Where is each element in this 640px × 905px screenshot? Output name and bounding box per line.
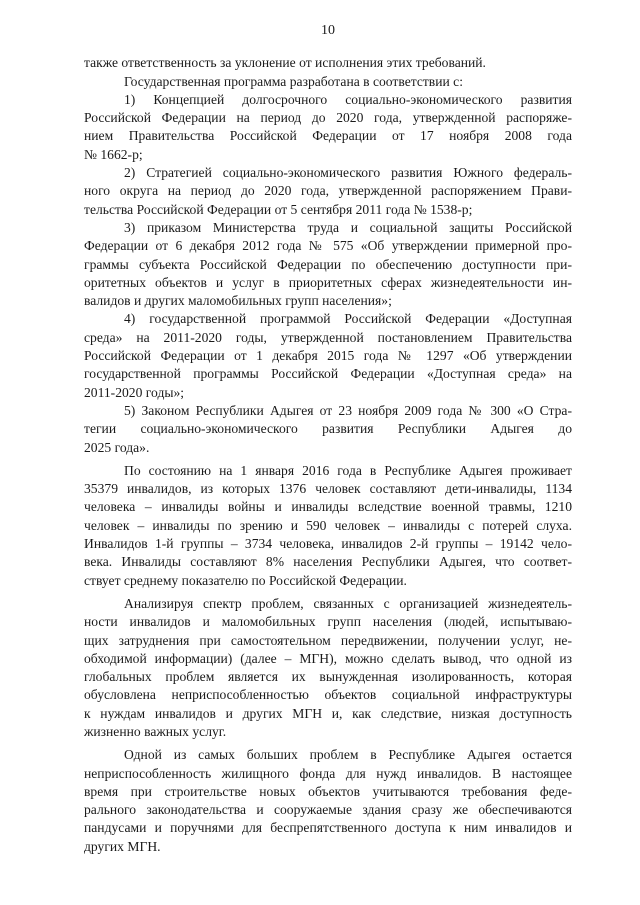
text-line: Государственная программа разработана в соответствии с: bbox=[124, 73, 463, 89]
page-number: 10 bbox=[321, 23, 335, 38]
text-line: ности инвалидов и маломобильных групп населения (людей, испытываю- bbox=[84, 614, 572, 630]
text-line: Инвалидов 1-й группы – 3734 человека, инвалидов 2-й группы – 19142 чело- bbox=[84, 536, 572, 552]
text-line: обходимой информации) (далее – МГН), можно сделать вывод, что одной из bbox=[84, 650, 572, 666]
text-line: государственной программы Российской Федерации «Доступная среда» на bbox=[84, 366, 572, 382]
text-line: оритетных объектов и услуг в приоритетных сферах жизнедеятельности ин- bbox=[84, 274, 572, 290]
text-line: человек – инвалиды по зрению и 590 человек – инвалиды с потерей слуха. bbox=[84, 517, 572, 533]
text-line: к нуждам инвалидов и других МГН и, как следствие, низкая доступность bbox=[84, 705, 572, 721]
text-line: нием Правительства Российской Федерации от 17 ноября 2008 года bbox=[84, 128, 572, 144]
text-line: № 1662-р; bbox=[84, 146, 143, 162]
text-line: века. Инвалиды составляют 8% населения Республики Адыгея, что соответ- bbox=[84, 554, 572, 570]
document-body bbox=[84, 54, 572, 856]
text-line: рального законодательства и сооружаемые здания сразу же обеспечиваются bbox=[84, 802, 572, 818]
text-line: По состоянию на 1 января 2016 года в Республике Адыгея проживает bbox=[124, 462, 572, 478]
text-line: тегии социально-экономического развития Республики Адыгея до bbox=[84, 421, 572, 437]
text-line: неприспособленность жилищного фонда для нужд инвалидов. В настоящее bbox=[84, 765, 572, 781]
text-line: щих затруднения при самостоятельном передвижении, получении услуг, не- bbox=[84, 632, 572, 648]
document-page bbox=[84, 22, 572, 856]
text-line: также ответственность за уклонение от исполнения этих требований. bbox=[84, 55, 486, 71]
text-line: валидов и других маломобильных групп населения»; bbox=[84, 293, 392, 309]
text-line: Одной из самых больших проблем в Республике Адыгея остается bbox=[124, 747, 572, 763]
text-line: Российской Федерации от 1 декабря 2015 года № 1297 «Об утверждении bbox=[84, 348, 572, 364]
text-line: Анализируя спектр проблем, связанных с организацией жизнедеятель- bbox=[124, 595, 572, 611]
text-line: время при строительстве новых объектов учитываются требования феде- bbox=[84, 783, 572, 799]
text-line: 5) Законом Республики Адыгея от 23 ноября 2009 года № 300 «О Стра- bbox=[124, 402, 572, 418]
text-line: Российской Федерации на период до 2020 года, утвержденной распоряже- bbox=[84, 110, 572, 126]
text-line: обусловлена неприспособленностью объектов социальной инфраструктуры bbox=[84, 687, 572, 703]
text-line: пандусами и поручнями для беспрепятственного доступа к ним инвалидов и bbox=[84, 820, 572, 836]
text-line: граммы субъекта Российской Федерации по обеспечению доступности при- bbox=[84, 256, 572, 272]
text-line: глобальных проблем является их вынужденная изолированность, которая bbox=[84, 669, 572, 685]
text-line: 3) приказом Министерства труда и социальной защиты Российской bbox=[124, 219, 572, 235]
text-line: 4) государственной программой Российской Федерации «Доступная bbox=[124, 311, 572, 327]
text-line: 35379 инвалидов, из которых 1376 человек составляют дети-инвалиды, 1134 bbox=[84, 481, 572, 497]
text-line: ствует среднему показателю по Российской Федерации. bbox=[84, 572, 407, 588]
text-line: Федерации от 6 декабря 2012 года № 575 «Об утверждении примерной про- bbox=[84, 238, 572, 254]
text-line: человека – инвалиды войны и инвалиды вследствие военной травмы, 1210 bbox=[84, 499, 572, 515]
text-line: ного округа на период до 2020 года, утвержденной распоряжением Прави- bbox=[84, 183, 572, 199]
text-line: тельства Российской Федерации от 5 сентября 2011 года № 1538-р; bbox=[84, 201, 473, 217]
text-line: жизненно важных услуг. bbox=[84, 723, 227, 739]
text-line: 2025 года». bbox=[84, 439, 150, 455]
text-line: 1) Концепцией долгосрочного социально-экономического развития bbox=[124, 91, 572, 107]
text-line: 2011-2020 годы»; bbox=[84, 384, 185, 400]
text-line: среда» на 2011-2020 годы, утвержденной постановлением Правительства bbox=[84, 329, 572, 345]
text-line: 2) Стратегией социально-экономического развития Южного федераль- bbox=[124, 165, 572, 181]
text-line: других МГН. bbox=[84, 838, 161, 854]
